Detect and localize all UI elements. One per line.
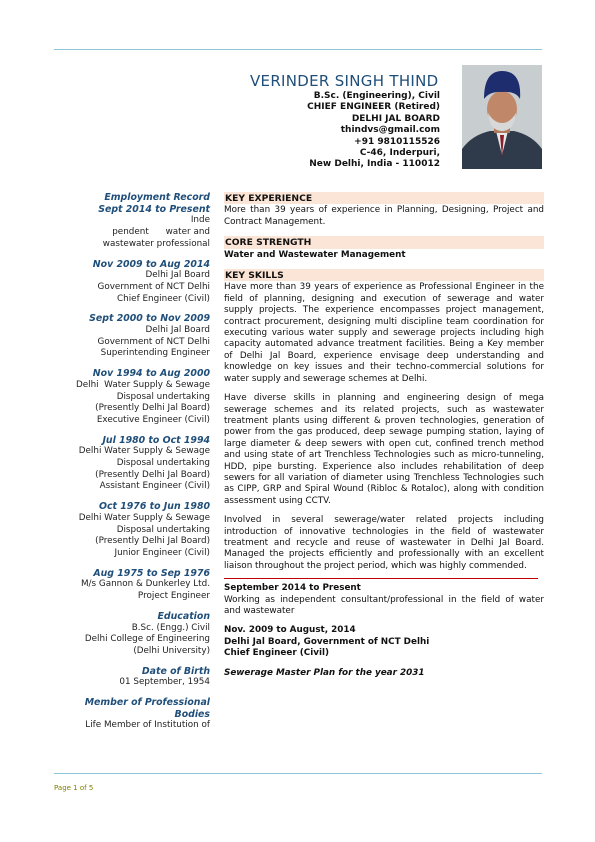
core-strength-heading: CORE STRENGTH <box>224 236 544 248</box>
title: CHIEF ENGINEER (Retired) <box>307 102 440 113</box>
key-experience-heading: KEY EXPERIENCE <box>224 192 544 204</box>
employment-heading: Employment Record <box>104 192 210 203</box>
job-title: Chief Engineer (Civil) <box>224 648 330 659</box>
record-line: Government of NCT Delhi <box>97 336 210 347</box>
record-line: Executive Engineer (Civil) <box>96 414 210 425</box>
candidate-name: VERINDER SINGH THIND <box>250 72 439 90</box>
record-line: (Presently Delhi Jal Board) <box>95 536 210 547</box>
record-line: Inde <box>190 215 210 226</box>
membership-line: Life Member of Institution of <box>85 720 210 731</box>
record-line: Delhi Jal Board <box>145 325 210 336</box>
record-line: (Presently Delhi Jal Board) <box>95 403 210 414</box>
project-title: Sewerage Master Plan for the year 2031 <box>224 667 425 678</box>
record-line: Disposal undertaking <box>116 391 210 402</box>
record-line: M/s Gannon & Dunkerley Ltd. <box>80 579 210 590</box>
top-rule <box>54 49 542 50</box>
page-number: Page 1 of 5 <box>54 784 94 792</box>
address-line-1: C-46, Inderpuri, <box>359 148 440 159</box>
record-line: Junior Engineer (Civil) <box>114 547 210 558</box>
education-line: (Delhi University) <box>133 645 210 656</box>
record-date: Nov 2009 to Aug 2014 <box>92 258 210 270</box>
record-line: Delhi Water Supply & Sewage <box>78 512 210 523</box>
job-description: Working as independent consultant/professional in the field of water and wastewater <box>224 594 544 616</box>
right-column <box>224 192 544 679</box>
record-date: Oct 1976 to Jun 1980 <box>98 501 210 513</box>
record-line: Delhi Water Supply & Sewage <box>75 379 210 390</box>
record-line: (Presently Delhi Jal Board) <box>95 469 210 480</box>
membership-heading: Member of Professional <box>84 697 210 709</box>
record-line: Chief Engineer (Civil) <box>117 293 210 304</box>
left-column <box>40 192 210 732</box>
address-line-2: New Delhi, India - 110012 <box>309 159 440 170</box>
membership-heading-2: Bodies <box>174 708 210 720</box>
bottom-rule <box>54 773 542 774</box>
email: thindvs@gmail.com <box>340 125 440 136</box>
record-date: Sept 2014 to Present <box>98 203 210 215</box>
dob-heading: Date of Birth <box>141 665 210 677</box>
resume-header <box>250 72 440 171</box>
profile-photo <box>462 65 542 169</box>
dob-value: 01 September, 1954 <box>119 677 210 688</box>
record-line: Superintending Engineer <box>100 348 210 359</box>
job-date: Nov. 2009 to August, 2014 <box>224 625 356 636</box>
record-line: Assistant Engineer (Civil) <box>99 481 210 492</box>
key-skills-heading: KEY SKILLS <box>224 269 544 281</box>
core-strength-text: Water and Wastewater Management <box>224 249 406 260</box>
skills-paragraph: Have more than 39 years of experience as Professional Engineer in the field of planning, designing and execution of sewerage and water supply projects. The experience encompasses project management, contract procurement, designing multi discipline team coordination for executing various water supply and sewerage projects including high capacity automated advance treatment facilities. Being a Key member of Delhi Jal Board, experience envisage deep understanding and knowledge on key issues and their techno-commercial solutions for water supply and sewerage schemes at Delhi. <box>224 282 544 384</box>
phone: +91 9810115526 <box>354 136 440 147</box>
skills-paragraph: Have diverse skills in planning and engineering design of mega sewerage schemes and its related projects, such as wastewater treatment plants using different & proven technologies, generation of power from the gas produced, deep sewage pumping station, laying of large diameter & deep sewers with open cut, confined trench method and using state of art Trenchless Technologies such as micro-tunneling, HDD, pipe bursting. Experience also includes rehabilitation of deep sewers for all variation of diameter using Trenchless Technologies such as CIPP, GRP and Spiral Wound (Ribloc & Rotaloc), along with condition assessment using CCTV. <box>224 393 544 506</box>
record-date: Aug 1975 to Sep 1976 <box>93 567 210 579</box>
organization: DELHI JAL BOARD <box>351 113 440 124</box>
record-date: Sept 2000 to Nov 2009 <box>89 313 210 325</box>
record-line: wastewater professional <box>102 238 210 249</box>
record-line: Delhi Jal Board <box>145 270 210 281</box>
education-line: B.Sc. (Engg.) Civil <box>131 622 210 633</box>
education-line: Delhi College of Engineering <box>84 634 210 645</box>
record-line: Disposal undertaking <box>116 458 210 469</box>
record-line: Delhi Water Supply & Sewage <box>78 446 210 457</box>
record-date: Jul 1980 to Oct 1994 <box>102 434 210 446</box>
record-date: Nov 1994 to Aug 2000 <box>92 368 210 380</box>
record-line: Disposal undertaking <box>116 524 210 535</box>
job-date: September 2014 to Present <box>224 583 361 594</box>
skills-paragraph: Involved in several sewerage/water related projects including introduction of innovative technologies in the field of wastewater treatment and recycle and reuse of wastewater in Delhi Jal Board. Managed the projects efficiently and professionally with an excellent liaison throughout the project period, which was highly commended. <box>224 515 544 571</box>
education-heading: Education <box>157 610 210 622</box>
record-line: pendent water and <box>112 227 210 238</box>
degree: B.Sc. (Engineering), Civil <box>313 91 440 101</box>
record-line: Project Engineer <box>137 591 210 602</box>
section-divider <box>224 578 538 579</box>
record-line: Government of NCT Delhi <box>97 281 210 292</box>
key-experience-text: More than 39 years of experience in Planning, Designing, Project and Contract Management. <box>224 205 544 227</box>
job-organization: Delhi Jal Board, Government of NCT Delhi <box>224 636 430 647</box>
